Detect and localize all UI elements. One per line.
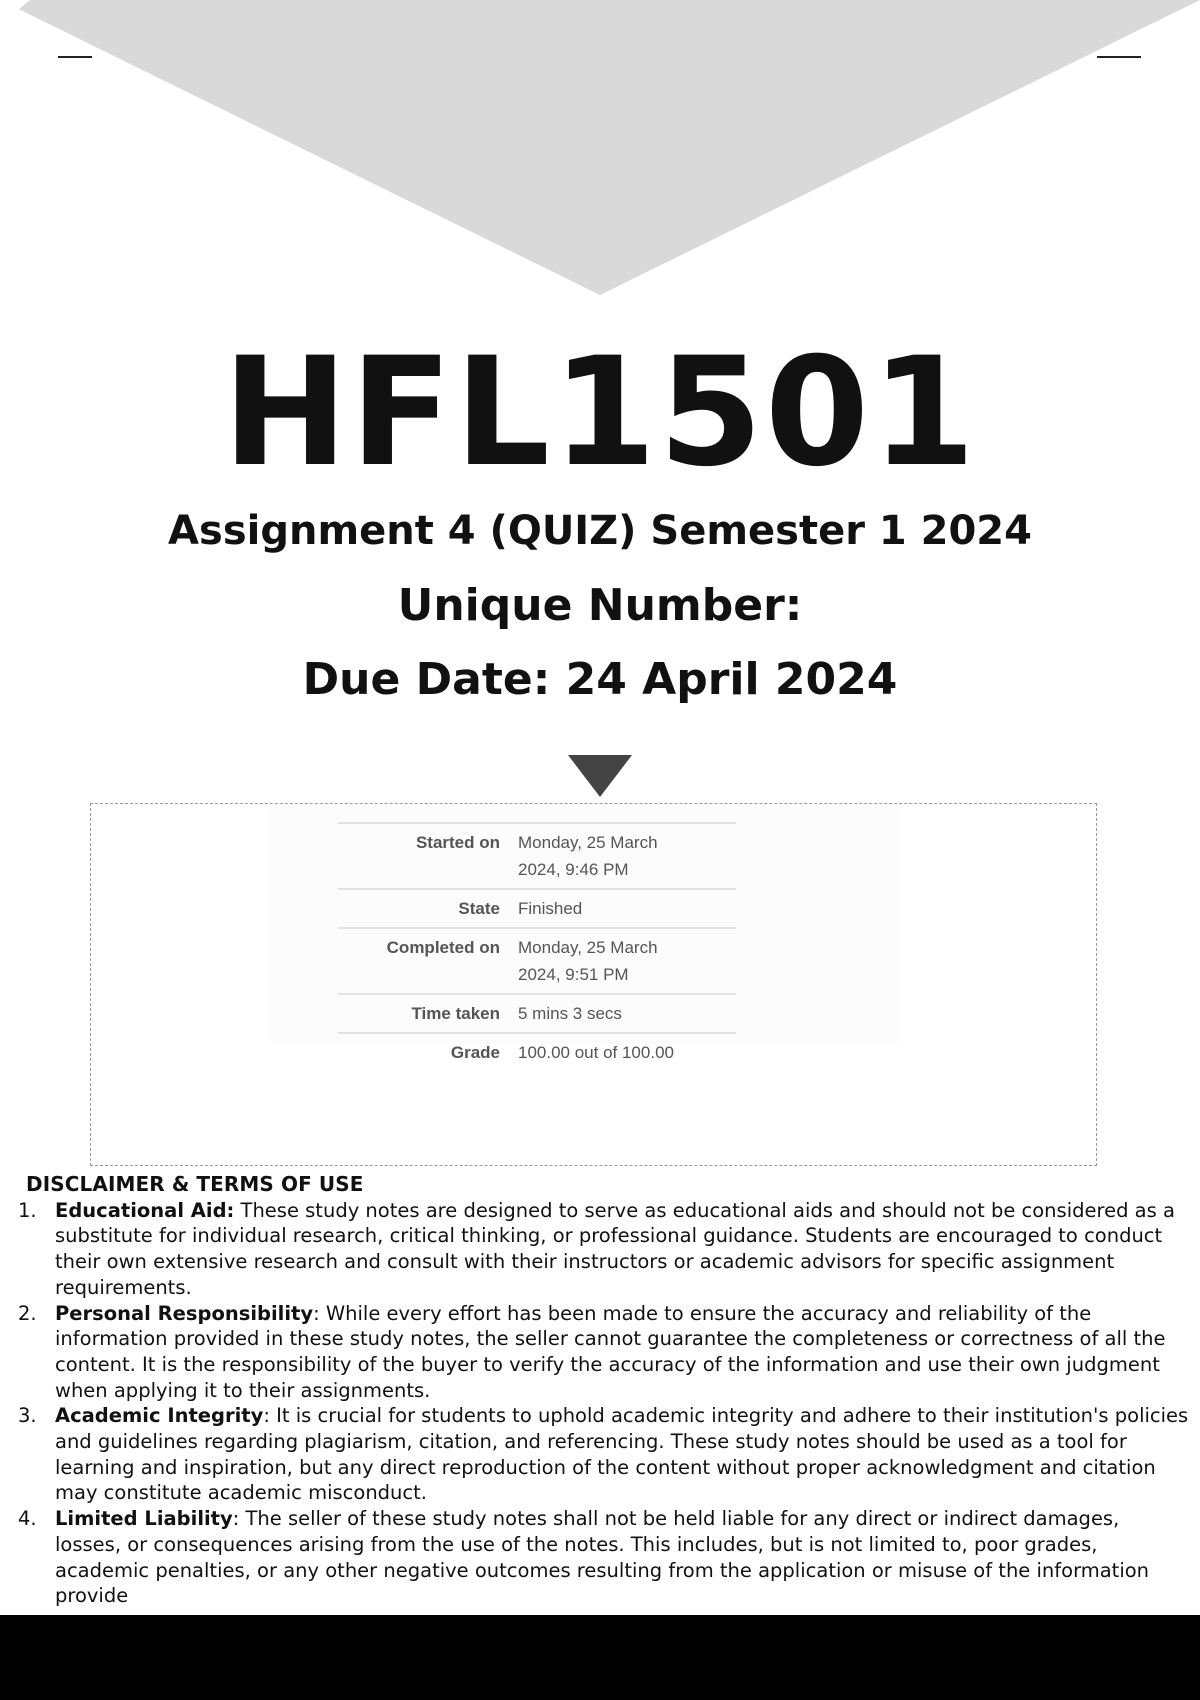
summary-row-time-taken: [338, 994, 736, 1033]
summary-value: [518, 928, 736, 994]
summary-row-state: [338, 889, 736, 928]
summary-row-started: [338, 823, 736, 889]
item-number: 4.: [18, 1507, 37, 1531]
disclaimer-list: [18, 1198, 1190, 1609]
item-text: These study notes are designed to serve as educational aids and should not be considered as a substitute for individual research, critical thinking, or professional guidance. Students are encouraged to conduct their own extensive research and consult with their instructors or academic advisors for specific assignment requirements.: [55, 1198, 1175, 1299]
summary-value-line: 2024, 9:46 PM: [518, 860, 629, 879]
summary-row-completed: [338, 928, 736, 994]
summary-label: Time taken: [411, 1004, 500, 1023]
unique-number-label: Unique Number:: [397, 580, 803, 631]
item-number: 3.: [18, 1404, 37, 1428]
item-text: : It is crucial for students to uphold academic integrity and adhere to their institution's policies and guidelines regarding plagiarism, citation, and referencing. These study notes should be used as a tool for learning and inspiration, but any direct reproduction of the content without proper acknowledgment and citation may constitute academic misconduct.: [55, 1404, 1189, 1505]
item-text: : The seller of these study notes shall not be held liable for any direct or indirect damages, losses, or consequences arising from the use of the notes. This includes, but is not limited to, poor grades, academic penalties, or any other negative outcomes resulting from the application or misuse of the information provide: [55, 1507, 1150, 1608]
summary-row-grade: [338, 1033, 736, 1071]
item-title: Educational Aid:: [55, 1198, 235, 1222]
disclaimer-item: [18, 1301, 1190, 1404]
item-title: Personal Responsibility: [55, 1301, 314, 1325]
summary-label: Completed on: [386, 938, 500, 957]
summary-value: 100.00 out of 100.00: [518, 1043, 674, 1062]
summary-label: Grade: [450, 1043, 500, 1062]
assignment-subtitle: Assignment 4 (QUIZ) Semester 1 2024: [168, 508, 1032, 554]
summary-label: State: [458, 899, 500, 918]
disclaimer-item: [18, 1506, 1190, 1609]
disclaimer-item: [18, 1198, 1190, 1301]
item-number: 1.: [18, 1198, 37, 1222]
due-date-label: Due Date: 24 April 2024: [302, 654, 898, 705]
summary-value-line: Monday, 25 March: [518, 833, 658, 852]
course-code-title: HFL1501: [222, 326, 978, 500]
item-text: : While every effort has been made to ensure the accuracy and reliability of the information provided in these study notes, the seller cannot guarantee the completeness or correctness of all the content. It is the responsibility of the buyer to verify the accuracy of the information and use their own judgment when applying it to their assignments.: [55, 1301, 1166, 1402]
disclaimer-item: [18, 1403, 1190, 1506]
item-title: Limited Liability: [55, 1507, 233, 1531]
disclaimer-section: [18, 1172, 1190, 1609]
disclaimer-title: DISCLAIMER & TERMS OF USE: [26, 1172, 364, 1196]
summary-value-line: Monday, 25 March: [518, 938, 658, 957]
summary-value-line: 2024, 9:51 PM: [518, 965, 629, 984]
summary-value: Finished: [518, 899, 583, 918]
item-title: Academic Integrity: [55, 1404, 264, 1428]
arrow-down-icon: [568, 755, 632, 797]
item-number: 2.: [18, 1301, 37, 1325]
quiz-summary-table: [338, 822, 736, 1071]
footer-bar: [0, 1615, 1200, 1700]
summary-label: Started on: [415, 833, 500, 852]
summary-value: 5 mins 3 secs: [518, 1004, 622, 1023]
summary-value: [518, 823, 736, 889]
banner-chevron: [0, 0, 1200, 300]
